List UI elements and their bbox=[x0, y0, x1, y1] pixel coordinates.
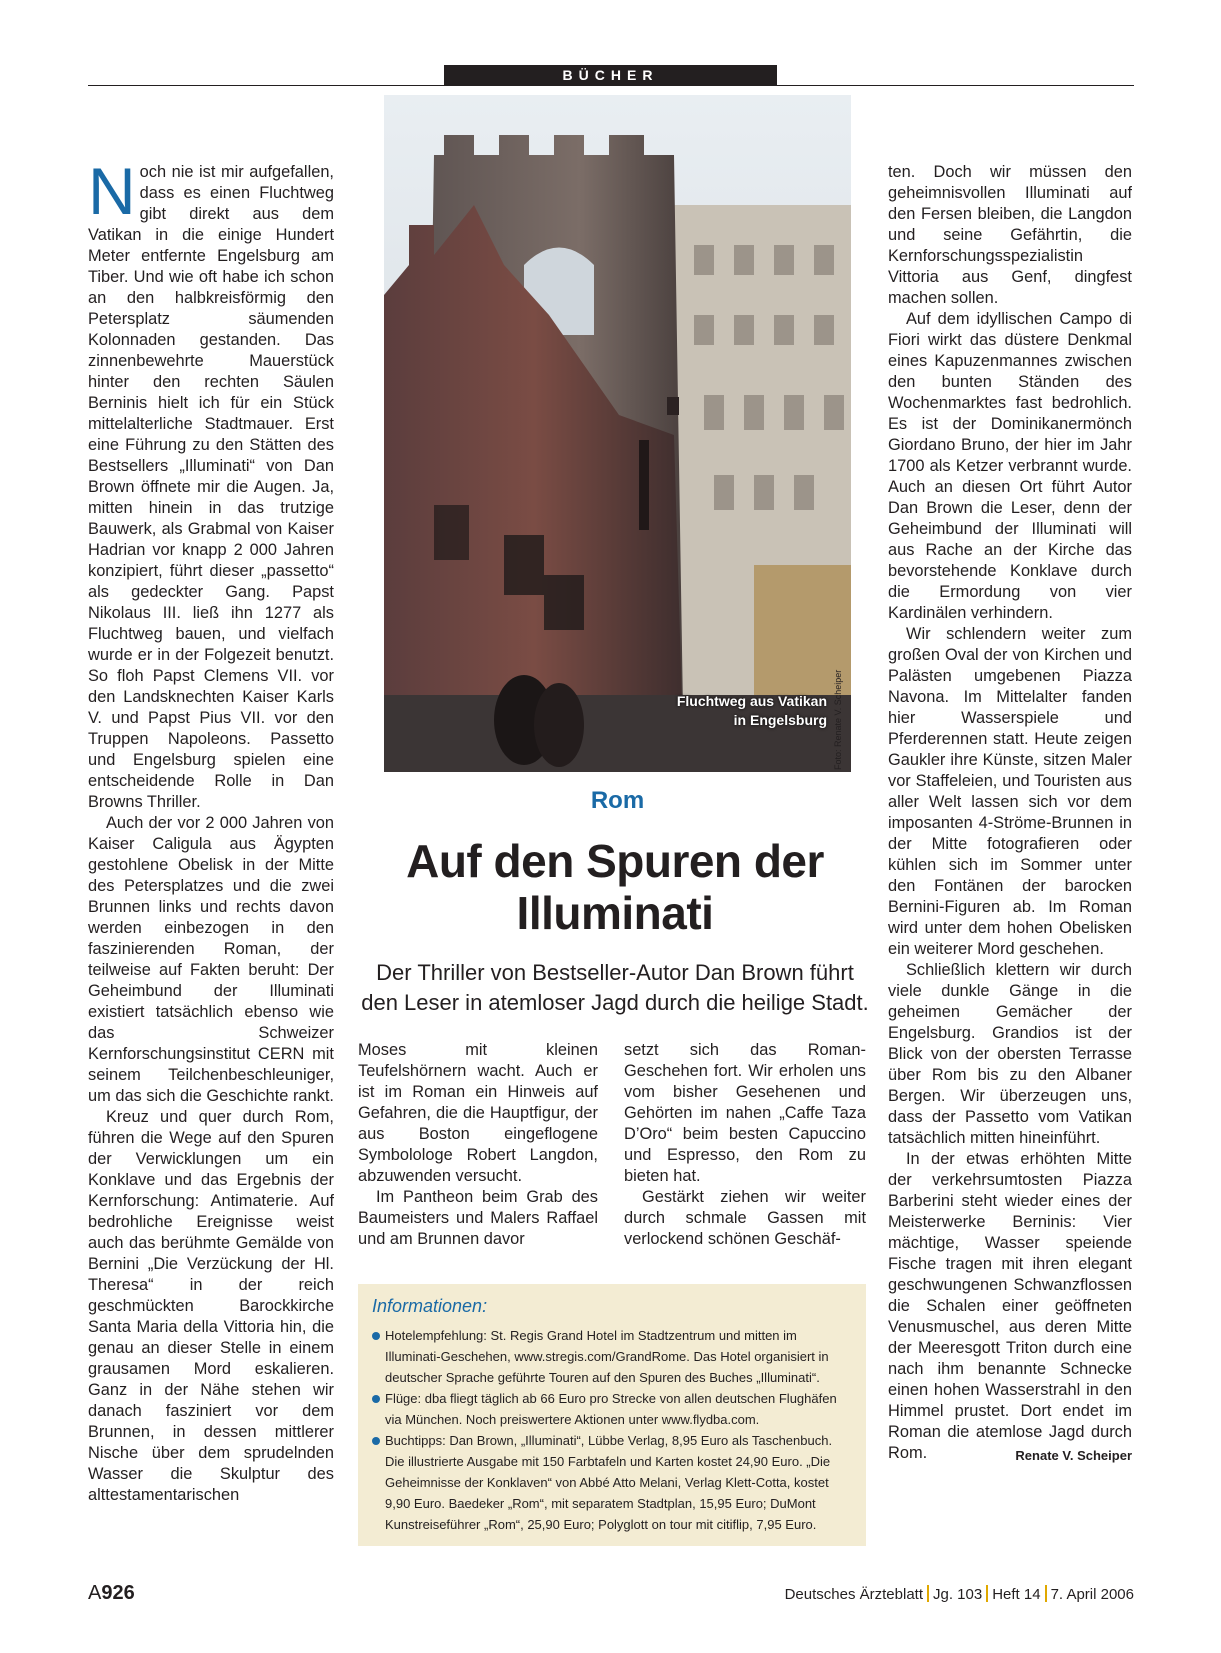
separator bbox=[1045, 1585, 1047, 1602]
bullet-icon bbox=[372, 1395, 380, 1403]
bullet-icon bbox=[372, 1437, 380, 1445]
info-item-hotel: Hotelempfehlung: St. Regis Grand Hotel im Stadtzentrum und mitten im Illuminati-Geschehen, www.stregis.com/GrandRome. Das Hotel organisiert in deutscher Sprache geführte Touren auf den Spuren des Buches „Illuminati“. bbox=[372, 1325, 854, 1388]
right-paragraph-2: Auf dem idyllischen Campo di Fiori wirkt das düstere Denkmal eines Kapuzenmannes zwischen den bunten Ständen des Wochenmarktes fast bedrohlich. Es ist der Dominikanermönch Giordano Bruno, der hier im Jahr 1700 als Ketzer verbrannt wurde. Auch an diesen Ort führt Autor Dan Brown die Leser, denn der Geheimbund der Illuminati will aus Rache an der Kirche das bevorstehende Konklave durch die Ermordung von vier Kardinälen verhindern. bbox=[888, 310, 1132, 622]
journal-masthead bbox=[785, 1585, 1134, 1603]
separator bbox=[986, 1585, 988, 1602]
left-paragraph-3: Kreuz und quer durch Rom, führen die Wege auf den Spuren der Verwicklungen um ein Konklave und das Ergebnis der Kernforschung: Antimaterie. Auf bedrohliche Ereignisse weist auch das berühmte Gemälde von Bernini „Die Verzückung der Hl. Theresa“ in der reich geschmückten Barockkirche Santa Maria della Vittoria hin, die genau an dieser Stelle in einem grausamen Mord eskalieren. Ganz in der Nähe stehen wir danach fasziniert vor dem Brunnen, in dessen mittlerer Nische über dem sprudelnden Wasser die Skulptur des alttestamentarischen bbox=[88, 1108, 334, 1504]
journal-issue: Heft 14 bbox=[992, 1586, 1041, 1603]
mid1-paragraph-1: Moses mit kleinen Teufelshörnern wacht. Auch er ist im Roman ein Hinweis auf Gefahren, die die Hauptfigur, der aus Boston eingeflogene Symbolologe Robert Langdon, abzuwenden versucht. bbox=[358, 1041, 598, 1185]
journal-date: 7. April 2006 bbox=[1050, 1586, 1134, 1603]
subheadline: Der Thriller von Bestseller-Autor Dan Brown führt den Leser in atemloser Jagd durch die heilige Stadt. bbox=[361, 960, 869, 1015]
engelsburg-photo bbox=[384, 95, 851, 772]
left-paragraph-2: Auch der vor 2 000 Jahren von Kaiser Caligula aus Ägypten gestohlene Obelisk in der Mitte des Petersplatzes und die zwei Brunnen links und rechts davon werden einbezogen in den faszinierenden Roman, der teilweise auf Fakten beruht: Der Geheimbund der Illuminati existiert tatsächlich ebenso wie das Schweizer Kernforschungsinstitut CERN mit seinem Teilchenbeschleuniger, um das sich die Geschichte rankt. bbox=[88, 814, 334, 1105]
info-box bbox=[358, 1284, 866, 1546]
bullet-icon bbox=[372, 1332, 380, 1340]
info-box-title: Informationen: bbox=[372, 1296, 488, 1316]
right-column bbox=[888, 162, 1132, 1562]
page-number: A926 bbox=[88, 1582, 135, 1604]
middle-column-1 bbox=[358, 1040, 598, 1262]
right-paragraph-4: Schließlich klettern wir durch viele dunkle Gänge in die geheimen Gemächer der Engelsburg. Grandios ist der Blick von der obersten Terrasse über Rom bis zu den Albaner Bergen. Wir überzeugen uns, dass der Passetto vom Vatikan tatsächlich mitten hineinführt. bbox=[888, 961, 1132, 1147]
photo-credit: Foto: Renate V. Scheiper bbox=[833, 669, 843, 770]
separator bbox=[927, 1585, 929, 1602]
headline: Auf den Spuren der Illuminati bbox=[406, 835, 824, 939]
journal-name: Deutsches Ärzteblatt bbox=[784, 1586, 923, 1603]
middle-column-2 bbox=[624, 1040, 866, 1262]
info-item-books: Buchtipps: Dan Brown, „Illuminati“, Lübbe Verlag, 8,95 Euro als Taschenbuch. Die illustrierte Ausgabe mit 150 Farbtafeln und Karten kostet 24,90 Euro. „Die Geheimnisse der Konklaven“ von Abbé Atto Melani, Verlag Klett-Cotta, kostet 9,90 Euro. Baedeker „Rom“, mit separatem Stadtplan, 15,95 Euro; DuMont Kunstreiseführer „Rom“, 25,90 Euro; Polyglott on tour mit citiflip, 7,95 Euro. bbox=[372, 1430, 854, 1535]
mid1-paragraph-2: Im Pantheon beim Grab des Baumeisters und Malers Raffael und am Brunnen davor bbox=[358, 1188, 598, 1248]
journal-volume: Jg. 103 bbox=[933, 1586, 983, 1603]
left-column bbox=[88, 162, 334, 1552]
right-paragraph-3: Wir schlendern weiter zum großen Oval der von Kirchen und Palästen umgebenen Piazza Navona. Im Mittelalter fanden hier Wasserspiele und Pferderennen statt. Heute zeigen Gaukler ihre Künste, sitzen Maler vor Staffeleien, und Touristen aus aller Welt lassen sich vor dem imposanten 4-Ströme-Brunnen in der Mitte fotografieren oder kühlen sich im Sommer unter den Fontänen der barocken Bernini-Figuren ab. Im Roman wird unter dem hohen Obelisken ein weiterer Mord geschehen. bbox=[888, 625, 1132, 958]
mid2-paragraph-1: setzt sich das Roman-Geschehen fort. Wir erholen uns vom bisher Gesehenen und Gehörten im nahen „Caffe Taza D’Oro“ beim besten Capuccino und Espresso, den Rom zu bieten hat. bbox=[624, 1041, 866, 1185]
left-paragraph-1: Noch nie ist mir aufgefallen, dass es einen Fluchtweg gibt direkt aus dem Vatikan in die einige Hundert Meter entfernte Engelsburg am Tiber. Und wie oft habe ich schon an den halbkreisförmig den Petersplatz säumenden Kolonnaden gestanden. Das zinnenbewehrte Mauerstück hinter den rechten Säulen Berninis hielt ich für ein Stück mittelalterliche Stadtmauer. Erst eine Führung zu den Stätten des Bestsellers „Illuminati“ von Dan Brown öffnete mir die Augen. Ja, mitten hinein in das trutzige Bauwerk, als Grabmal von Kaiser Hadrian vor knapp 2 000 Jahren konzipiert, führt dieser „passetto“ als gedeckter Gang. Papst Nikolaus III. ließ ihn 1277 als Fluchtweg bauen, und vielfach wurde er in der Folgezeit benutzt. So floh Papst Clemens VII. vor den Landsknechten Kaiser Karls V. und Papst Pius VII. vor den Truppen Napoleons. Passetto und Engelsburg spielen eine entscheidende Rolle in Dan Browns Thriller. bbox=[88, 162, 334, 811]
info-item-flights: Flüge: dba fliegt täglich ab 66 Euro pro Strecke von allen deutschen Flughäfen via München. Noch preiswertere Aktionen unter www.flydba.com. bbox=[372, 1388, 854, 1430]
right-paragraph-5: In der etwas erhöhten Mitte der verkehrsumtosten Piazza Barberini steht wieder eines der Meisterwerke Berninis: Vier mächtige, Wasser speiende Fische tragen mit ihren elegant geschwungenen Schwanzflossen die Schalen einer geöffneten Venusmuschel, aus deren Mitte der Meeresgott Triton durch eine nach ihm benannte Schnecke einen hohen Wasserstrahl in den Himmel prustet. Dort endet im Roman die atemlose Jagd durch Rom. Renate V. Scheiper bbox=[888, 1149, 1132, 1464]
author-byline: Renate V. Scheiper bbox=[1015, 1448, 1132, 1463]
right-paragraph-1: ten. Doch wir müssen den geheimnisvollen Illuminati auf den Fersen bleiben, die Langdon und seine Gefährtin, die Kernforschungsspezialistin Vittoria aus Genf, dingfest machen sollen. bbox=[888, 163, 1132, 307]
dropcap: N bbox=[88, 162, 136, 228]
tower-illustration bbox=[384, 95, 851, 772]
section-label: BÜCHER bbox=[444, 65, 777, 86]
photo-caption: Fluchtweg aus Vatikan in Engelsburg bbox=[676, 693, 827, 728]
kicker: Rom bbox=[590, 787, 645, 814]
mid2-paragraph-2: Gestärkt ziehen wir weiter durch schmale Gassen mit verlockend schönen Geschäf- bbox=[624, 1188, 866, 1248]
page-footer bbox=[88, 1582, 1134, 1606]
